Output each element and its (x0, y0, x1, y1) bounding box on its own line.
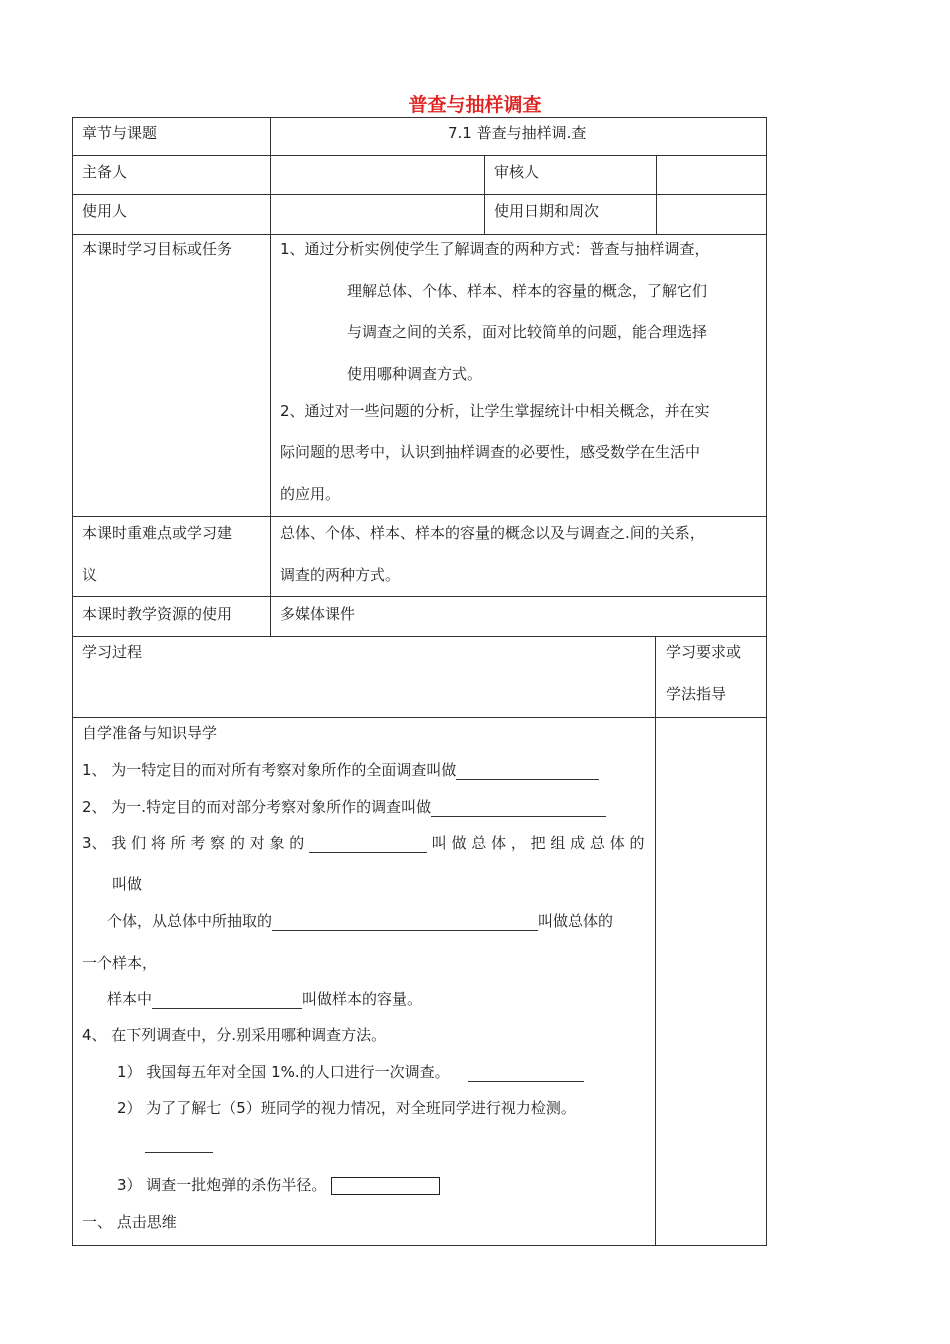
process-label: 学习过程 (82, 643, 143, 661)
guide-label: 学法指导 (666, 685, 727, 703)
goal-line: 1、通过分析实例使学生了解调查的两种方式：普查与抽样调查， (280, 240, 710, 258)
resource-label: 本课时教学资源的使用 (82, 605, 233, 623)
goal-label: 本课时学习目标或任务 (82, 240, 233, 258)
goal-line: 的应用。 (280, 485, 341, 503)
question-text: 叫做总体的 (538, 912, 614, 930)
answer-box[interactable] (331, 1177, 440, 1195)
question-text: 3） 调查一批炮弹的杀伤半径。 (117, 1176, 327, 1194)
question-4: 4、 在下列调查中，分.别采用哪种调查方法。 (82, 1026, 387, 1044)
col-divider (484, 155, 485, 234)
row-divider (72, 516, 767, 517)
row-divider (72, 155, 767, 156)
reviewer-label: 审核人 (494, 163, 540, 181)
user-label: 使用人 (82, 202, 128, 220)
question-text: 样本中 (107, 990, 153, 1008)
question-4-2: 2） 为了了解七（5）班同学的视力情况，对全班同学进行视力检测。 (117, 1099, 576, 1117)
col-divider (270, 117, 271, 637)
question-text: 1） 我国每五年对全国 1%.的人口进行一次调查。 (117, 1063, 450, 1081)
question-text: 一个样本， (82, 954, 158, 972)
date-label: 使用日期和周次 (494, 202, 600, 220)
question-3 (82, 832, 644, 853)
row-divider (72, 234, 767, 235)
goal-line: 理解总体、个体、样本、样本的容量的概念，了解它们 (347, 282, 708, 300)
section-2-heading: 一、 点击思维 (82, 1213, 177, 1231)
col-divider (655, 636, 656, 1246)
question-4-1 (117, 1061, 584, 1082)
answer-blank[interactable] (152, 994, 302, 1009)
question-text: 个体，从总体中所抽取的 (107, 912, 273, 930)
answer-blank[interactable] (272, 916, 538, 931)
key-label: 本课时重难点或学习建 (82, 524, 233, 542)
question-text: 2、 为一.特定目的而对部分考察对象所作的调查叫做 (82, 798, 432, 816)
question-3-cont (107, 910, 613, 931)
question-text: 叫 做 总 体 ， 把 组 成 总 体 的 (431, 834, 645, 852)
chapter-value: 7.1 普查与抽样调.查 (448, 124, 587, 142)
question-text: 叫做样本的容量。 (302, 990, 423, 1008)
row-divider (72, 194, 767, 195)
question-2 (82, 796, 606, 817)
goal-line: 2、通过对一些问题的分析，让学生掌握统计中相关概念，并在实 (280, 402, 710, 420)
answer-blank[interactable] (431, 802, 606, 817)
section-heading: 自学准备与知识导学 (82, 724, 218, 742)
question-4-3 (117, 1174, 440, 1195)
row-divider (72, 596, 767, 597)
question-text: 3、 我 们 将 所 考 察 的 对 象 的 (82, 834, 305, 852)
answer-blank-line[interactable] (145, 1138, 213, 1153)
answer-blank[interactable] (309, 838, 427, 853)
goal-line: 际问题的思考中，认识到抽样调查的必要性，感受数学在生活中 (280, 443, 701, 461)
answer-blank[interactable] (468, 1067, 584, 1082)
key-line: 总体、个体、样本、样本的容量的概念以及与调查之.间的关系， (280, 524, 705, 542)
answer-blank[interactable] (456, 765, 599, 780)
question-text: 1、 为一特定目的而对所有考察对象所作的全面调查叫做 (82, 761, 457, 779)
guide-label: 学习要求或 (666, 643, 742, 661)
document-title: 普查与抽样调查 (408, 94, 542, 116)
question-3-cont (107, 988, 422, 1009)
key-label: 议 (82, 566, 98, 584)
goal-line: 与调查之间的关系，面对比较简单的问题，能合理选择 (347, 323, 708, 341)
key-line: 调查的两种方式。 (280, 566, 401, 584)
resource-value: 多媒体课件 (280, 605, 356, 623)
goal-line: 使用哪种调查方式。 (347, 365, 483, 383)
answer-blank[interactable] (145, 1135, 213, 1153)
question-1 (82, 759, 599, 780)
col-divider (656, 155, 657, 234)
question-text: 叫做 (112, 875, 143, 893)
chapter-label: 章节与课题 (82, 124, 158, 142)
preparer-label: 主备人 (82, 163, 128, 181)
row-divider (72, 717, 767, 718)
